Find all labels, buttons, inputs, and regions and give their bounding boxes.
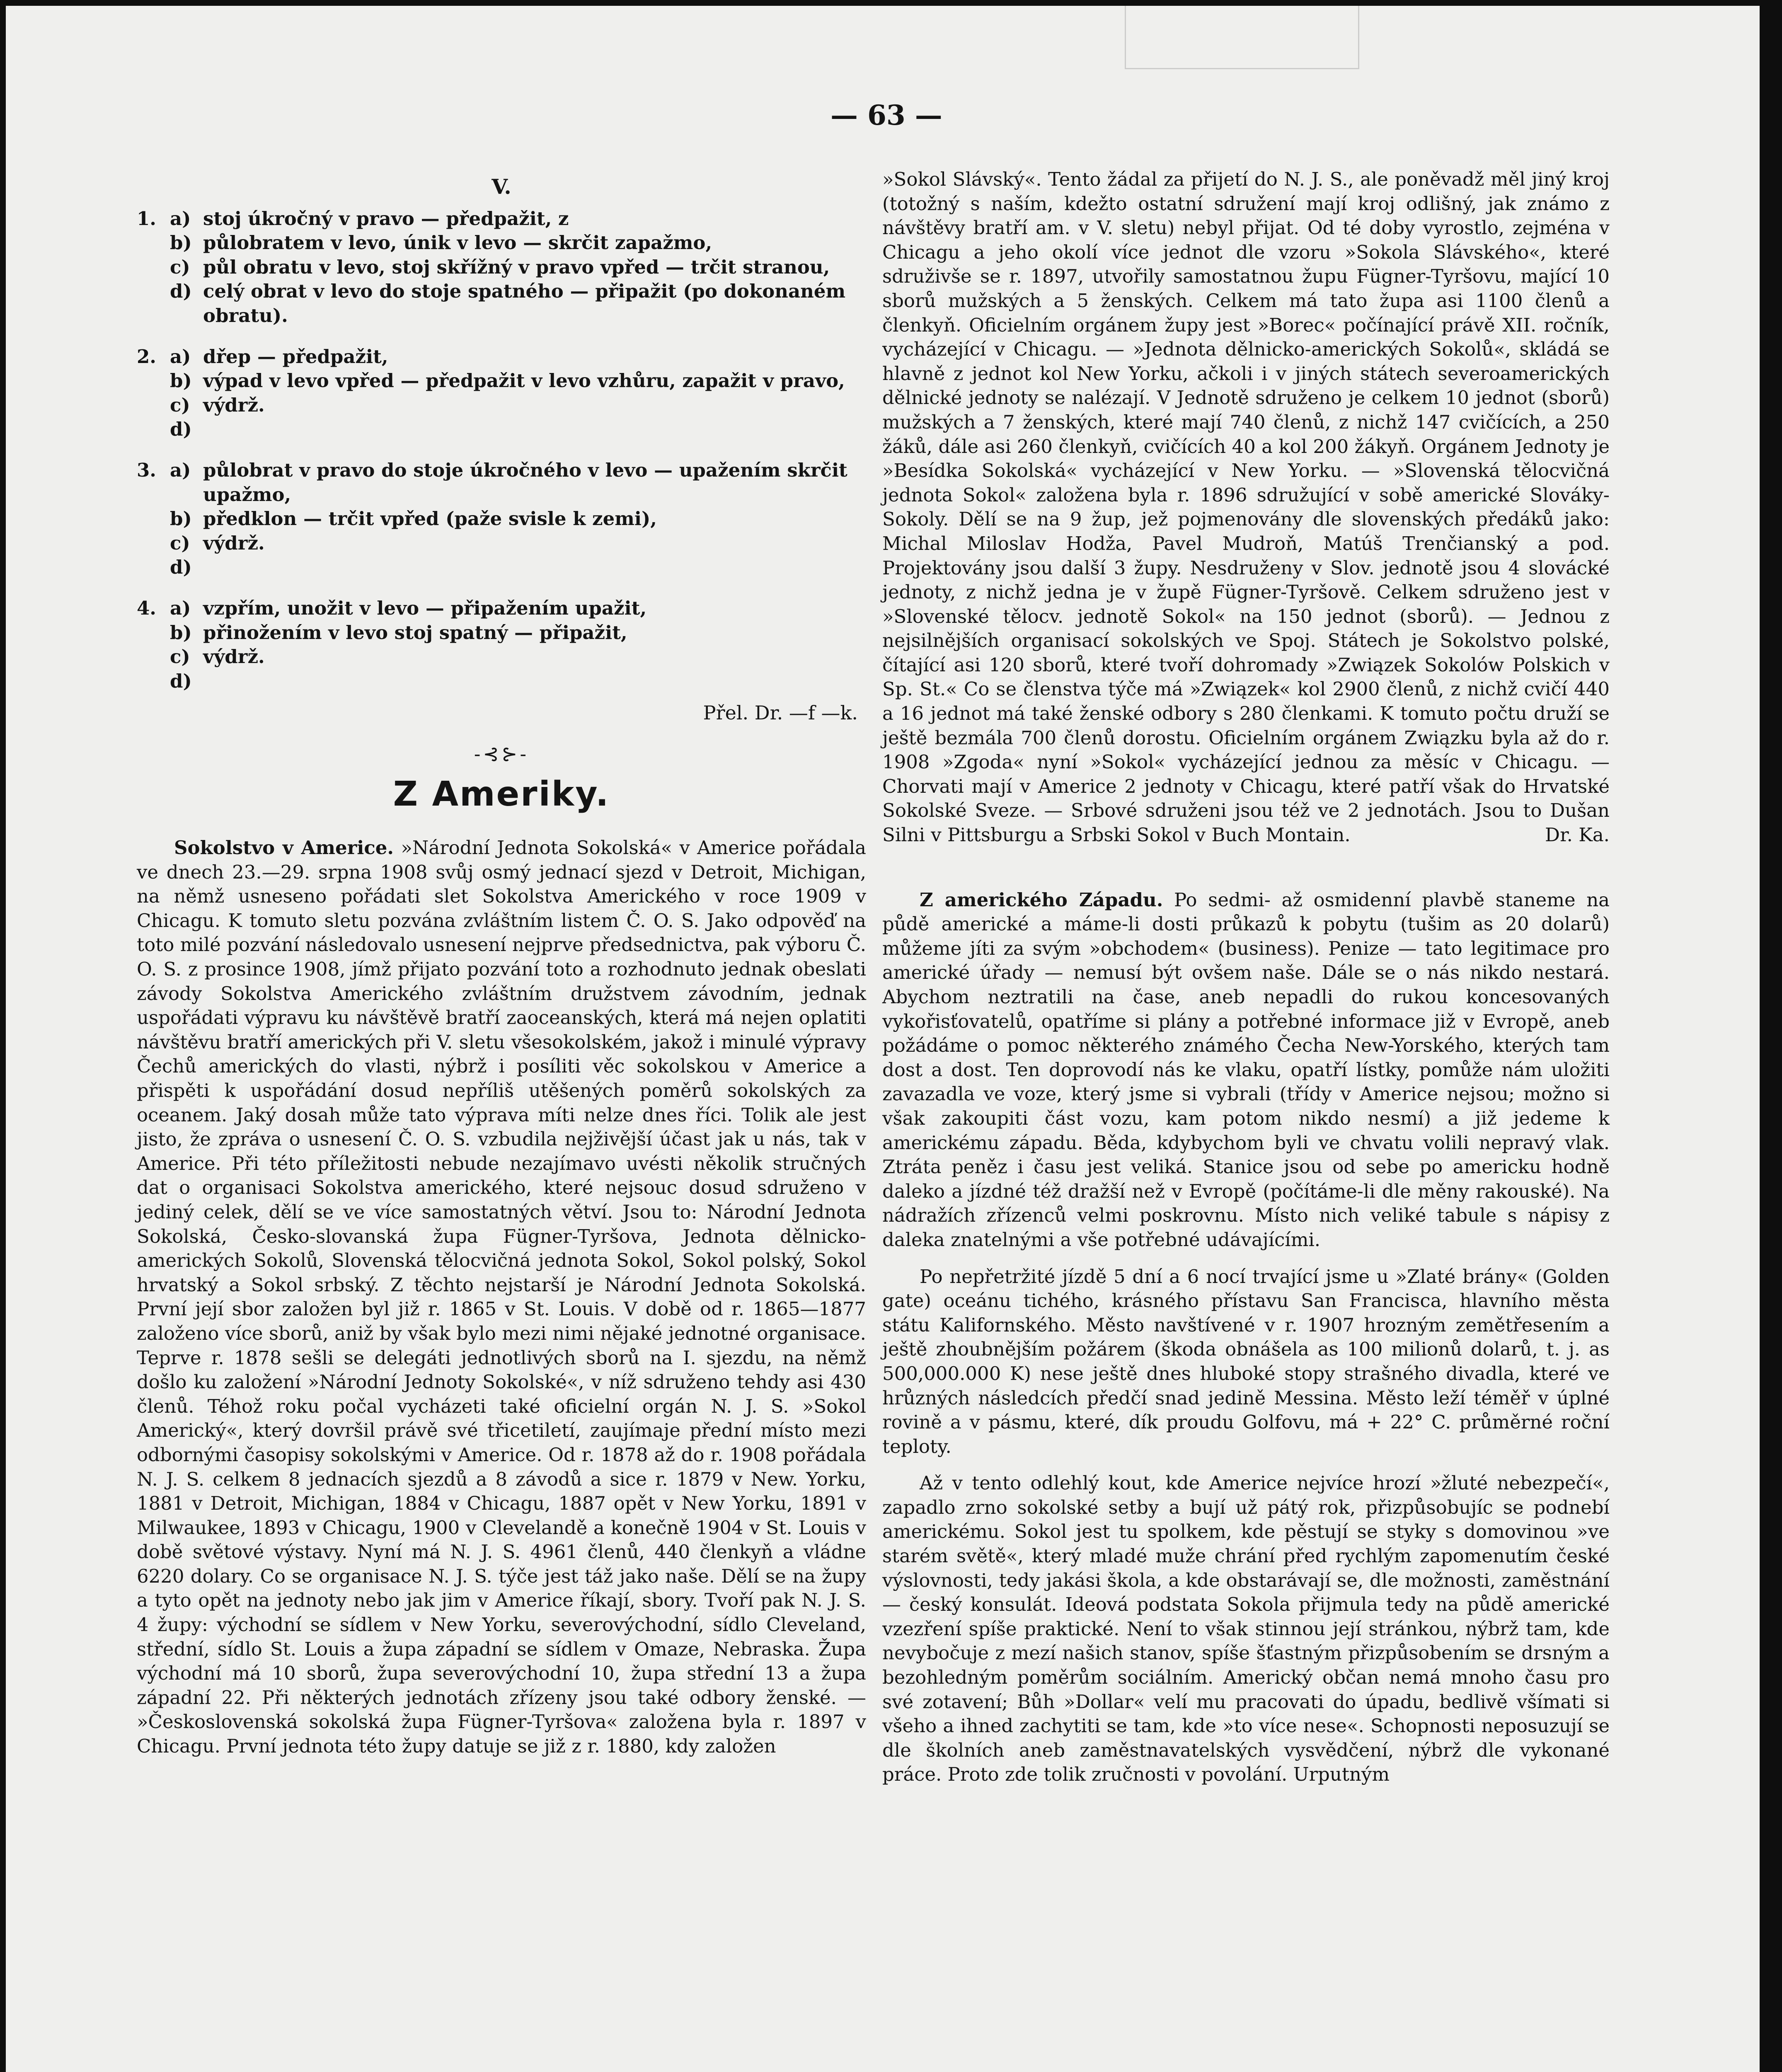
library-stamp: [1125, 6, 1359, 69]
exercise-text: výdrž.: [203, 532, 265, 554]
exercise-text: předklon — trčit vpřed (paže svisle k zemi),: [203, 508, 657, 530]
exercise-text: půlobrat v pravo do stoje úkročného v levo — upažením skrčit upažmo,: [203, 459, 847, 506]
exercise-number: [137, 393, 170, 442]
exercise-item: [137, 207, 866, 231]
left-column: [137, 167, 866, 1759]
exercise-item: [137, 279, 866, 328]
exercise-item: [137, 345, 866, 369]
exercise-letter: a): [170, 597, 191, 619]
exercise-item: [137, 458, 866, 507]
paragraph-lead: Z amerického Západu.: [920, 888, 1163, 911]
exercise-letter: a): [170, 345, 191, 368]
right-column: [882, 167, 1610, 1787]
exercise-item: [137, 531, 866, 580]
exercise-text: výpad v levo vpřed — předpažit v levo vzhůru, zapažit v pravo,: [203, 370, 845, 392]
exercise-letter: c): [170, 256, 190, 278]
exercise-number: [137, 531, 170, 580]
exercise-letter: c) d): [170, 394, 192, 441]
section-heading: Z Ameriky.: [393, 775, 610, 814]
exercise-text: stoj úkročný v pravo — předpažit, z: [203, 207, 569, 230]
exercise-letter: b): [170, 621, 192, 644]
exercise-item: [137, 507, 866, 531]
exercise-item: [137, 621, 866, 645]
exercise-number: [137, 279, 170, 328]
paragraph-sokol-sf: Až v tento odlehlý kout, kde Americe nejvíce hrozí »žluté nebezpečí«, zapadlo zrno sokolské setby a bují už pátý rok, přizpůsobujíc se podnebí americkému. Sokol jest tu spolkem, kde pěstují se styky s domovinou »ve starém světě«, který mladé muže chrání před rychlým zapomenutím české výslovnosti, tedy jakási škola, a kde obstarávají se, dle možnosti, zaměstnání — český konsulát. Ideová podstata Sokola přijmula tedy na půdě americké vzezření spíše praktické. Není to však stinnou její stránkou, nýbrž tam, kde nevybočuje z mezí našich stanov, spíše šťastným přizpůsobením se drsným a bezohledným poměrům sociálním. Americký občan nemá mnoho času pro své zotavení; Bůh »Dollar« velí mu pracovati do úpadu, bedlivě všímati si všeho a ihned zachytiti se tam, kde »to více nese«. Schopnosti neposuzují se dle školních aneb zaměstnavatelských vysvědčení, nýbrž dle vykonané práce. Proto zde tolik zručnosti v povolání. Urputným: [882, 1472, 1610, 1786]
exercise-number: 4.: [137, 597, 156, 619]
exercise-text: výdrž.: [203, 394, 265, 416]
exercise-item: [137, 255, 866, 280]
exercise-number: 3.: [137, 459, 156, 481]
exercise-letter: a): [170, 459, 191, 481]
exercise-number: [137, 231, 170, 255]
exercise-text: výdrž.: [203, 646, 265, 668]
exercise-letter: c) d): [170, 532, 192, 579]
exercise-number: 2.: [137, 345, 156, 368]
exercise-list: [137, 207, 866, 694]
exercise-number: [137, 621, 170, 645]
exercise-item: [137, 393, 866, 442]
exercise-number: [137, 369, 170, 393]
paragraph-zapad: Z amerického Západu. Po sedmi- až osmidenní plavbě staneme na půdě americké a máme-li dosti průkazů k pobytu (tušim as 20 dolarů) můžeme jíti za svým »obchodem« (business). Penize — tato legitimace pro americké úřady — nemusí být ovšem naše. Dále se o nás nikdo nestará. Abychom neztratili na čase, aneb nepadli do rukou koncesovaných vykořisťovatelů, opatříme si plány a potřebné informace již v Evropě, aneb požádáme o pomoc některého známého Čecha New-Yorského, kterých tam dost a dost. Ten doprovodí nás ke vlaku, opatří lístky, pomůže nám uložiti zavazadla ve voze, který jsme si vybrali (třídy v Americe nejsou; možno si však zakoupiti část vozu, kam potom nikdo nesmí) a již jedeme k americkému západu. Běda, kdybychom byli ve chvatu volili nepravý vlak. Ztráta peněz i času jest veliká. Stanice jsou od sebe po americku hodně daleko a jízdné též dražší než v Evropě (počítáme-li dle měny rakouské). Na nádražích zřízenců velmi poskrovnu. Místo nich veliké tabule s nápisy z daleka znatelnými a vše potřebné udávajícími.: [882, 888, 1610, 1251]
exercise-item: [137, 369, 866, 393]
exercise-letter: b): [170, 370, 192, 392]
page-number: — 63 —: [830, 99, 942, 131]
exercise-text: půlobratem v levo, únik v levo — skrčit zapažmo,: [203, 232, 712, 254]
exercise-number: [137, 255, 170, 280]
exercise-item: [137, 596, 866, 621]
exercise-text: půl obratu v levo, stoj skřížný v pravo vpřed — trčit stranou,: [203, 256, 830, 278]
paragraph-signature: Dr. Ka.: [1545, 824, 1610, 846]
ornament: -⊰⊱-: [474, 742, 529, 765]
exercise-signature: Přel. Dr. —f —k.: [703, 702, 858, 724]
exercise-number: [137, 507, 170, 531]
exercise-text: celý obrat v levo do stoje spatného — připažit (po dokonaném obratu).: [203, 280, 846, 327]
exercise-title: V.: [492, 174, 511, 199]
exercise-number: [137, 645, 170, 693]
exercise-text: vzpřím, unožit v levo — připažením upažit,: [203, 597, 647, 619]
page: [6, 6, 1760, 2072]
exercise-letter: b): [170, 508, 192, 530]
paragraph-sokolstvo: Sokolstvo v Americe. »Národní Jednota Sokolská« v Americe pořádala ve dnech 23.—29. srpna 1908 svůj osmý jednací sjezd v Detroit, Michigan, na němž usneseno pořádati slet Sokolstva Amerického v roce 1909 v Chicagu. K tomuto sletu pozvána zvláštním listem Č. O. S. Jako odpověď na toto milé pozvání následovalo usnesení nejprve předsednictva, pak výboru Č. O. S. z prosince 1908, jímž přijato pozvání toto a rozhodnuto jednak obeslati závody Sokolstva Amerického zvláštním družstvem závodním, jednak uspořádati výpravu ku návštěvě bratří zaoceanských, která má nejen oplatiti návštěvu bratří amerických při V. sletu všesokolském, jakož i minulé výpravy Čechů amerických do vlasti, nýbrž i posíliti věc sokolskou v Americe a přispěti k uspořádání dosud nepříliš utěšených poměrů sokolských za oceanem. Jaký dosah může tato výprava míti nelze dnes říci. Tolik ale jest jisto, že zpráva o usnesení Č. O. S. vzbudila nejživější účast jak u nás, tak v Americe. Při této příležitosti nebude nezajímavo uvésti několik stručných dat o organisaci Sokolstva amerického, které nejsouc dosud sdruženo v jediný celek, dělí se ve více samostatných větví. Jsou to: Národní Jednota Sokolská, Česko-slovanská župa Fügner-Tyršova, Jednota dělnicko-amerických Sokolů, Slovenská tělocvičná jednota Sokol, Sokol polský, Sokol hrvatský a Sokol srbský. Z těchto nejstarší je Národní Jednota Sokolská. První její sbor založen byl již r. 1865 v St. Louis. V době od r. 1865—1877 založeno více sborů, aniž by však bylo mezi nimi nějaké jednotné organisace. Teprve r. 1878 sešli se delegáti jednotlivých sborů na I. sjezdu, na němž došlo ku založení »Národní Jednoty Sokolské«, v níž sdruženo tehdy asi 430 členů. Téhož roku počal vycházeti také oficielní orgán N. J. S. »Sokol Americký«, který dovršil právě své třicetiletí, zaujímaje přední místo mezi odbornými časopisy sokolskými v Americe. Od r. 1878 až do r. 1908 pořádala N. J. S. celkem 8 jednacích sjezdů a 8 závodů a sice r. 1879 v New. Yorku, 1881 v Detroit, Michigan, 1884 v Chicagu, 1887 opět v New Yorku, 1891 v Milwaukee, 1893 v Chicagu, 1900 v Clevelandě a konečně 1904 v St. Louis v době světové výstavy. Nyní má N. J. S. 4961 členů, 440 členkyň a vládne 6220 dolary. Co se organisace N. J. S. týče jest táž jako naše. Dělí se na župy a tyto opět na jednoty nebo jak jim v Americe říkají, sbory. Tvoří pak N. J. S. 4 župy: východní se sídlem v New Yorku, severovýchodní, sídlo Cleveland, střední, sídlo St. Louis a župa západní se sídlem v Omaze, Nebraska. Župa východní má 10 sborů, župa severovýchodní 10, župa střední 13 a župa západní 22. Při některých jednotách zřízeny jsou také odbory ženské. — »Československá sokolská župa Fügner-Tyršova« založena byla r. 1897 v Chicagu. První jednota této župy datuje se již z r. 1880, kdy založen: [137, 837, 866, 1757]
exercise-letter: b): [170, 232, 192, 254]
exercise-number: 1.: [137, 207, 156, 230]
exercise-text: přinožením v levo stoj spatný — připažit,: [203, 621, 627, 644]
exercise-item: [137, 231, 866, 255]
paragraph-lead: Sokolstvo v Americe.: [174, 837, 394, 859]
exercise-letter: c) d): [170, 646, 192, 692]
paragraph-san-francisco: Po nepřetržité jízdě 5 dní a 6 nocí trvající jsme u »Zlaté brány« (Golden gate) oceánu tichého, krásného přístavu San Francisca, hlavního města státu Kalifornského. Město navštívené v r. 1907 hrozným zemětřesením a ještě zhoubnějším požárem (škoda obnášela as 100 milionů dolarů, t. j. as 500,000.000 K) nese ještě dnes hluboké stopy strašného divadla, které ve hrůzných následcích předčí snad jedině Messina. Město leží téměř v úplné rovině a v pásmu, které, dík proudu Golfovu, má + 22° C. průměrné roční teploty.: [882, 1265, 1610, 1457]
exercise-letter: a): [170, 207, 191, 230]
exercise-item: [137, 645, 866, 693]
paragraph-continued: »Sokol Slávský«. Tento žádal za přijetí do N. J. S., ale poněvadž měl jiný kroj (totožný s naším, kdežto ostatní sdružení mají kroj odlišný, jak známo z návštěvy bratří am. v V. sletu) nebyl přijat. Od té doby vyrostlo, zejména v Chicagu a jeho okolí více jednot dle vzoru »Sokola Slávského«, které sdruživše se r. 1897, utvořily samostatnou župu Fügner-Tyršovu, mající 10 sborů mužských a 5 ženských. Celkem má tato župa asi 1100 členů a členkyň. Oficielním orgánem župy jest »Borec« počínající právě XII. ročník, vycházející v Chicagu. — »Jednota dělnicko-amerických Sokolů«, skládá se hlavně z jednot kol New Yorku, ačkoli i v jiných státech severoamerických dělnické jednoty se nalézají. V Jednotě sdruženo je celkem 10 jednot (sborů) mužských a 7 ženských, které mají 740 členů, z nichž 147 cvičících, a 250 žáků, dále asi 260 členkyň, cvičících 40 a kol 200 žákyň. Orgánem Jednoty je »Besídka Sokolská« vycházející v New Yorku. — »Slovenská tělocvičná jednota Sokol« založena byla r. 1896 sdružující v sobě americké Slováky-Sokoly. Dělí se na 9 žup, jež pojmenovány dle slovenských předáků jako: Michal Miloslav Hodža, Pavel Mudroň, Matúš Trenčianský a pod. Projektovány jsou další 3 župy. Nesdruženy v Slov. jednotě jsou 4 slovácké jednoty, z nichž jedna je v župě Fügner-Tyršově. Celkem sdruženo jest v »Slovenské tělocv. jednotě Sokol« na 150 jednot (sborů). — Jednou z nejsilnějších organisací sokolských ve Spoj. Státech je Sokolstvo polské, čítající asi 120 sborů, které tvoří dohromady »Związek Sokolów Polskich v Sp. St.« Co se členstva týče má »Związek« kol 2900 členů, z nichž cvičí 440 a 16 jednot má také ženské odbory s 280 členkami. K tomuto počtu druží se ještě bezmála 700 členů dorostu. Oficielním orgánem Związku byla až do r. 1908 »Zgoda« nyní »Sokol« vycházející jednou za měsíc v Chicagu. — Chorvati mají v Americe 2 jednoty v Chicagu, které patří však do Hrvatské Sokolské Sveze. — Srbové sdruženi jsou též ve 2 jednotách. Jsou to Dušan Silni v Pittsburgu a Srbski Sokol v Buch Montain. Dr. Ka.: [882, 167, 1610, 847]
exercise-text: dřep — předpažit,: [203, 345, 388, 368]
exercise-letter: d): [170, 280, 192, 303]
